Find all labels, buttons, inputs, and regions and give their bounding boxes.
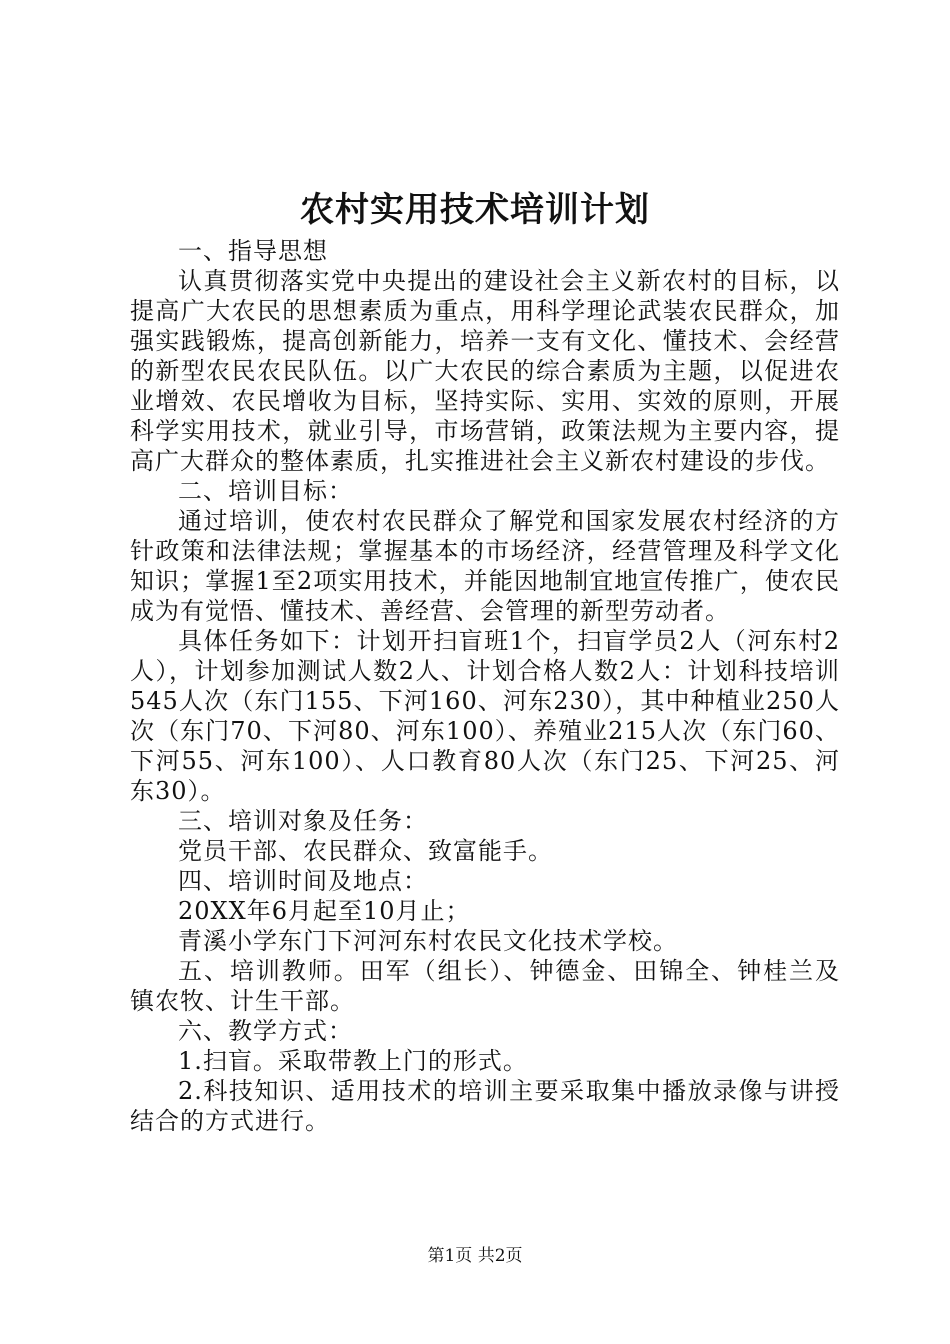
document-title: 农村实用技术培训计划: [300, 190, 650, 230]
section-heading-training-targets: 三、培训对象及任务：: [178, 807, 428, 835]
page-number: 第1页 共2页: [427, 1246, 523, 1266]
paragraph-training-time: 20XX年6月起至10月止；: [178, 897, 471, 925]
paragraph-teaching-method-1: 1.扫盲。采取带教上门的形式。: [178, 1047, 528, 1075]
paragraph-teaching-method-2: 2.科技知识、适用技术的培训主要采取集中播放录像与讲授结合的方式进行。: [130, 1077, 840, 1135]
paragraph-training-teachers: 五、培训教师。田军（组长）、钟德金、田锦全、钟桂兰及镇农牧、计生干部。: [130, 957, 840, 1015]
document-body: [130, 236, 840, 1136]
section-heading-guiding-ideology: 一、指导思想: [178, 237, 328, 265]
paragraph-training-location: 青溪小学东门下河河东村农民文化技术学校。: [178, 927, 678, 955]
paragraph-specific-tasks: 具体任务如下：计划开扫盲班1个，扫盲学员2人（河东村2人），计划参加测试人数2人、计划合格人数2人：计划科技培训545人次（东门155、下河160、河东230），其中种植业250人次（东门70、下河80、河东100）、养殖业215人次（东门60、下河55、河东100）、人口教育80人次（东门25、下河25、河东30）。: [130, 627, 840, 805]
section-heading-time-location: 四、培训时间及地点：: [178, 867, 428, 895]
paragraph-training-goals: 通过培训，使农村农民群众了解党和国家发展农村经济的方针政策和法律法规；掌握基本的市场经济，经营管理及科学文化知识；掌握1至2项实用技术，并能因地制宜地宣传推广，使农民成为有觉悟、懂技术、善经营、会管理的新型劳动者。: [130, 507, 840, 625]
section-heading-teaching-method: 六、教学方式：: [178, 1017, 353, 1045]
paragraph-training-targets: 党员干部、农民群众、致富能手。: [178, 837, 553, 865]
paragraph-guiding-ideology: 认真贯彻落实党中央提出的建设社会主义新农村的目标，以提高广大农民的思想素质为重点，用科学理论武装农民群众，加强实践锻炼，提高创新能力，培养一支有文化、懂技术、会经营的新型农民农民队伍。以广大农民的综合素质为主题，以促进农业增效、农民增收为目标，坚持实际、实用、实效的原则，开展科学实用技术，就业引导，市场营销，政策法规为主要内容，提高广大群众的整体素质，扎实推进社会主义新农村建设的步伐。: [130, 267, 840, 475]
section-heading-training-goals: 二、培训目标：: [178, 477, 353, 505]
